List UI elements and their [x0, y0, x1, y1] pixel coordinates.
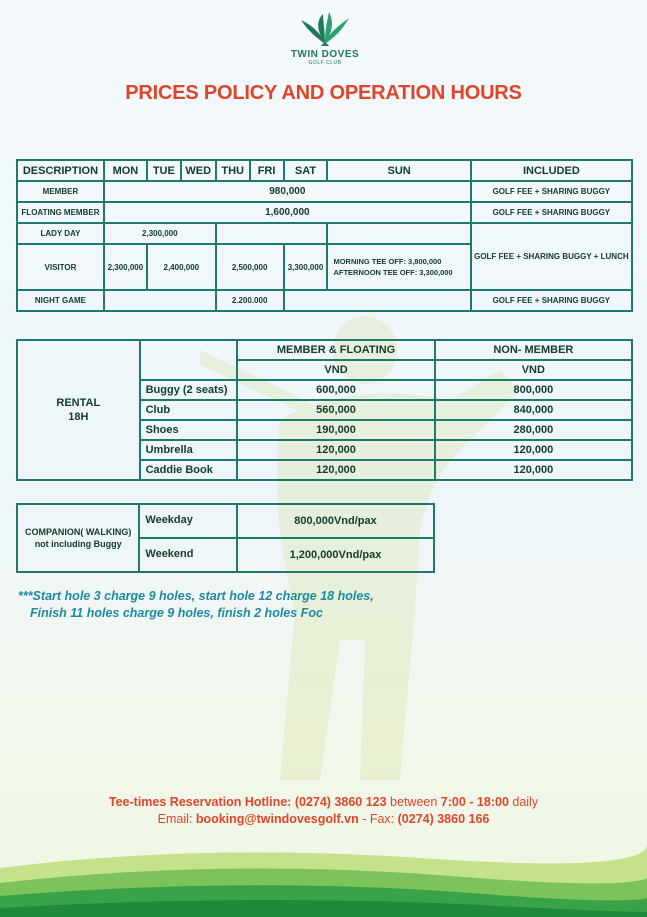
rental-item: Caddie Book — [140, 460, 238, 480]
table-row — [17, 223, 632, 244]
header-sun: SUN — [327, 160, 470, 181]
hotline-number[interactable]: (0274) 3860 123 — [294, 795, 387, 809]
hotline-hours: 7:00 - 18:00 — [440, 795, 509, 809]
header-tue: TUE — [147, 160, 181, 181]
header-non-member: NON- MEMBER — [435, 340, 632, 360]
visitor-tue-wed-price: 2,400,000 — [147, 244, 216, 290]
rental-label-line2: 18H — [68, 411, 89, 423]
table-row — [17, 202, 632, 223]
companion-price: 1,200,000Vnd/pax — [237, 538, 434, 572]
rental-non-member-price: 800,000 — [435, 380, 632, 400]
green-fee-table — [16, 159, 633, 312]
note-line2: Finish 11 holes charge 9 holes, finish 2 holes Foc — [30, 606, 323, 620]
lady-day-empty — [216, 223, 328, 244]
member-label: MEMBER — [17, 181, 104, 202]
note-line1: ***Start hole 3 charge 9 holes, start hole 12 charge 18 holes, — [18, 589, 374, 603]
header-wed: WED — [181, 160, 216, 181]
floating-member-included: GOLF FEE + SHARING BUGGY — [471, 202, 632, 223]
rental-item: Buggy (2 seats) — [140, 380, 238, 400]
rental-member-price: 190,000 — [237, 420, 434, 440]
lady-day-price: 2,300,000 — [104, 223, 216, 244]
hotline-label: Tee-times Reservation Hotline: — [108, 795, 295, 809]
companion-table — [16, 503, 435, 573]
header-member-floating: MEMBER & FLOATING — [237, 340, 434, 360]
companion-label — [17, 504, 139, 572]
companion-label-line2: not including Buggy — [34, 539, 122, 549]
email-fax-line — [0, 811, 647, 828]
visitor-thu-fri-price: 2,500,000 — [216, 244, 284, 290]
visitor-sat-price: 3,300,000 — [284, 244, 328, 290]
companion-label-line1: COMPANION( WALKING) — [25, 527, 132, 537]
night-game-label: NIGHT GAME — [17, 290, 104, 311]
visitor-sun-afternoon: AFTERNOON TEE OFF: 3,300,000 — [333, 268, 453, 277]
rental-non-member-price: 280,000 — [435, 420, 632, 440]
rental-member-price: 600,000 — [237, 380, 434, 400]
member-included: GOLF FEE + SHARING BUGGY — [471, 181, 632, 202]
fax-number: (0274) 3860 166 — [397, 812, 490, 826]
twin-doves-icon — [295, 10, 355, 48]
visitor-sun-morning: MORNING TEE OFF: 3,800,000 — [333, 257, 442, 266]
club-logo — [270, 10, 380, 72]
rental-label — [17, 340, 140, 480]
footer-contact — [0, 794, 647, 828]
header-sat: SAT — [284, 160, 328, 181]
hole-charge-note — [18, 588, 438, 622]
rental-table — [16, 339, 633, 481]
companion-day: Weekday — [139, 504, 237, 538]
rental-item-header-empty — [140, 340, 238, 380]
lady-day-sun-empty — [327, 223, 470, 244]
floating-member-price: 1,600,000 — [104, 202, 471, 223]
visitor-label: VISITOR — [17, 244, 104, 290]
page-title: PRICES POLICY AND OPERATION HOURS — [125, 82, 522, 104]
currency-member: VND — [237, 360, 434, 380]
table-row — [17, 290, 632, 311]
rental-label-line1: RENTAL — [56, 397, 101, 409]
rental-non-member-price: 120,000 — [435, 440, 632, 460]
hotline-daily: daily — [508, 795, 539, 809]
lady-visitor-included: GOLF FEE + SHARING BUGGY + LUNCH — [471, 223, 632, 290]
hotline-between: between — [386, 795, 441, 809]
floating-member-label: FLOATING MEMBER — [17, 202, 104, 223]
header-mon: MON — [104, 160, 147, 181]
member-price: 980,000 — [104, 181, 471, 202]
night-game-empty — [104, 290, 216, 311]
table-header-row — [17, 160, 632, 181]
rental-member-price: 120,000 — [237, 460, 434, 480]
header-fri: FRI — [250, 160, 284, 181]
night-game-included: GOLF FEE + SHARING BUGGY — [471, 290, 632, 311]
table-row — [17, 504, 434, 538]
logo-name: TWIN DOVES — [290, 49, 360, 60]
rental-non-member-price: 120,000 — [435, 460, 632, 480]
visitor-sun-prices — [327, 244, 470, 290]
fax-separator: - Fax: — [358, 812, 398, 826]
rental-member-price: 120,000 — [237, 440, 434, 460]
currency-non-member: VND — [435, 360, 632, 380]
lady-day-label: LADY DAY — [17, 223, 104, 244]
rental-item: Club — [140, 400, 238, 420]
logo-subtitle: GOLF CLUB — [308, 60, 342, 66]
night-game-price: 2.200.000 — [216, 290, 284, 311]
night-game-weekend-empty — [284, 290, 471, 311]
visitor-mon-price: 2,300,000 — [104, 244, 147, 290]
email-link[interactable]: booking@twindovesgolf.vn — [195, 812, 359, 826]
companion-day: Weekend — [139, 538, 237, 572]
header-included: INCLUDED — [471, 160, 632, 181]
header-thu: THU — [216, 160, 250, 181]
rental-header-row — [17, 340, 632, 360]
rental-item: Shoes — [140, 420, 238, 440]
email-label: Email: — [157, 812, 196, 826]
rental-item: Umbrella — [140, 440, 238, 460]
rental-non-member-price: 840,000 — [435, 400, 632, 420]
hotline-line — [0, 794, 647, 811]
companion-price: 800,000Vnd/pax — [237, 504, 434, 538]
green-wave-decoration — [0, 838, 647, 917]
table-row — [17, 181, 632, 202]
rental-member-price: 560,000 — [237, 400, 434, 420]
header-description: DESCRIPTION — [17, 160, 104, 181]
